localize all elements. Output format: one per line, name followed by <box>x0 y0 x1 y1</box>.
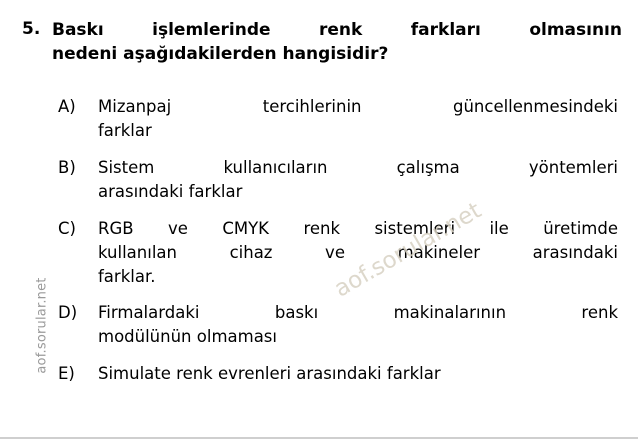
option-e-text <box>98 362 618 386</box>
question-number: 5. <box>22 19 41 39</box>
diagonal-watermark: aof.sorular.net <box>330 197 486 303</box>
option-d-text <box>98 301 618 349</box>
left-margin-rule <box>0 0 3 439</box>
option-c-letter: C) <box>58 218 76 238</box>
option-d-letter: D) <box>58 303 78 323</box>
options-list <box>58 95 618 399</box>
option-c-text <box>98 217 618 289</box>
question-row <box>22 18 622 66</box>
option-d[interactable] <box>58 301 618 349</box>
question-block <box>22 18 622 66</box>
option-c-line-2: kullanılan cihaz ve makineler arasındaki <box>98 242 618 262</box>
option-d-line-1: Firmalardaki baskı makinalarının renk <box>98 303 618 323</box>
question-text-line-2: nedeni aşağıdakilerden hangisidir? <box>52 44 389 65</box>
option-a[interactable] <box>58 95 618 143</box>
question-text-line-1: Baskı işlemlerinde renk farkları olmasının <box>52 20 622 40</box>
option-a-line-1: Mizanpaj tercihlerinin güncellenmesindeki <box>98 97 618 116</box>
option-a-text <box>98 95 618 143</box>
option-d-line-2: modülünün olmaması <box>98 327 277 347</box>
option-b-line-2: arasındaki farklar <box>98 181 243 201</box>
question-text <box>52 18 622 66</box>
option-c[interactable] <box>58 217 618 289</box>
option-c-line-3: farklar. <box>98 266 156 286</box>
side-watermark: aof.sorular.net <box>34 277 50 374</box>
option-e-line-1: Simulate renk evrenleri arasındaki farklar <box>98 364 441 384</box>
option-b[interactable] <box>58 156 618 204</box>
option-b-text <box>98 156 618 204</box>
option-a-line-2: farklar <box>98 120 152 140</box>
option-e-letter: E) <box>58 364 75 384</box>
option-c-line-1: RGB ve CMYK renk sistemleri ile üretimde <box>98 218 618 238</box>
option-b-line-1: Sistem kullanıcıların çalışma yöntemleri <box>98 157 618 177</box>
option-a-letter: A) <box>58 97 76 116</box>
option-e[interactable] <box>58 362 618 386</box>
option-b-letter: B) <box>58 157 76 177</box>
